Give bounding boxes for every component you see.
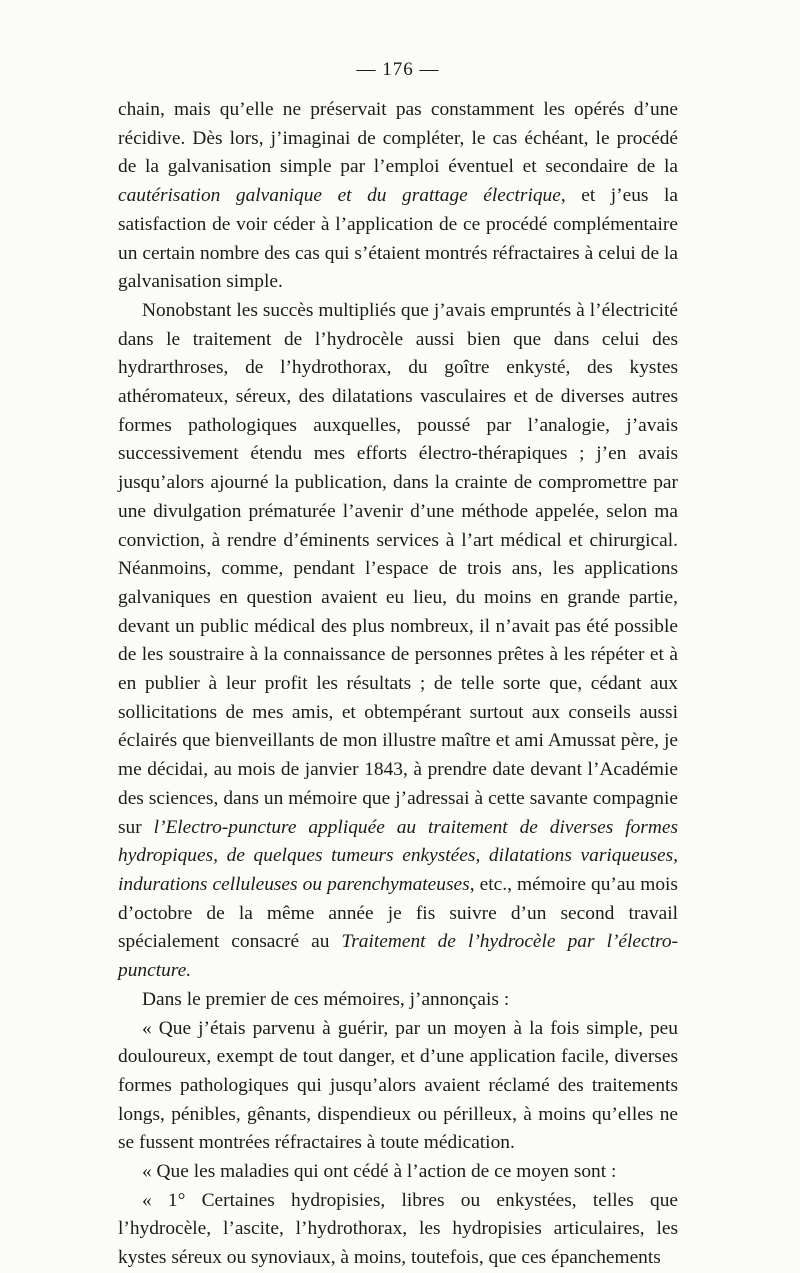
text-run: , etc., mémoire qu’au mois d’octobre de la même année je fis suivre d’un second travail spécialement consacré au: [118, 873, 678, 953]
paragraph: [118, 297, 678, 986]
paragraph: [118, 1187, 678, 1273]
text-run: chain, mais qu’elle ne préservait pas constamment les opérés d’une récidive. Dès lors, j’imaginai de compléter, le cas échéant, le procédé de la galvanisation simple par l’emploi éventuel et secondaire de la: [118, 99, 678, 178]
italic-text-run: l’Electro-puncture appliquée au traitement de diverses formes hydropiques, de quelques tumeurs enkystées, dilatations variqueuses, indurations celluleuses ou parenchymateuses: [118, 816, 678, 895]
text-run: Dans le premier de ces mémoires, j’annonçais :: [142, 988, 510, 1010]
italic-text-run: cautérisation galvanique et du grattage électrique: [118, 185, 561, 207]
italic-text-run: Traitement de l’hydrocèle par l’électro-puncture.: [118, 931, 678, 982]
paragraph: [118, 986, 678, 1015]
text-run: Nonobstant les succès multipliés que j’avais empruntés à l’électricité dans le traitement de l’hydrocèle aussi bien que dans celui des hydrarthroses, de l’hydrothorax, du goître enkysté, des kystes athéromateux, séreux, des dilatations vasculaires et de diverses autres formes pathologiques auxquelles, poussé par l’analogie, j’avais successivement étendu mes efforts électro-thérapiques ; j’en avais jusqu’alors ajourné la publication, dans la crainte de compromettre par une divulgation prématurée l’avenir d’une méthode appelée, selon ma conviction, à rendre d’éminents services à l’art médical et chirurgical. Néanmoins, comme, pendant l’espace de trois ans, les applications galvaniques en question avaient eu lieu, du moins en grande partie, devant un public médical des plus nombreux, il n’avait pas été possible de les soustraire à la connaissance de personnes prêtes à les répéter et à en publier à leur profit les résultats ; de telle sorte que, cédant aux sollicitations de mes amis, et obtempérant surtout aux conseils aussi éclairés que bienveillants de mon illustre maître et ami Amussat père, je me décidai, au mois de janvier 1843, à prendre date devant l’Académie des sciences, dans un mémoire que j’adressai à cette savante compagnie sur: [118, 299, 678, 838]
text-run: « 1° Certaines hydropisies, libres ou enkystées, telles que l’hydrocèle, l’ascite, l’hydrothorax, les hydropisies articulaires, les kystes séreux ou synoviaux, à moins, toutefois, que ces épanchements: [118, 1189, 678, 1269]
text-run: , et j’eus la satisfaction de voir céder à l’application de ce procédé complémentaire un certain nombre des cas qui s’étaient montrés réfractaires à celui de la galvanisation simple.: [118, 185, 678, 293]
text-run: « Que j’étais parvenu à guérir, par un moyen à la fois simple, peu douloureux, exempt de tout danger, et d’une application facile, diverses formes pathologiques qui jusqu’alors avaient réclamé des traitements longs, pénibles, gênants, dispendieux ou périlleux, à moins qu’elles ne se fussent montrées réfractaires à toute médication.: [118, 1017, 678, 1154]
paragraph: [118, 1015, 678, 1159]
paragraph: [118, 1158, 678, 1187]
paragraph: [118, 96, 678, 297]
page-number: — 176 —: [356, 59, 440, 80]
text-run: « Que les maladies qui ont cédé à l’action de ce moyen sont :: [142, 1161, 617, 1183]
body-text: [118, 96, 678, 1273]
